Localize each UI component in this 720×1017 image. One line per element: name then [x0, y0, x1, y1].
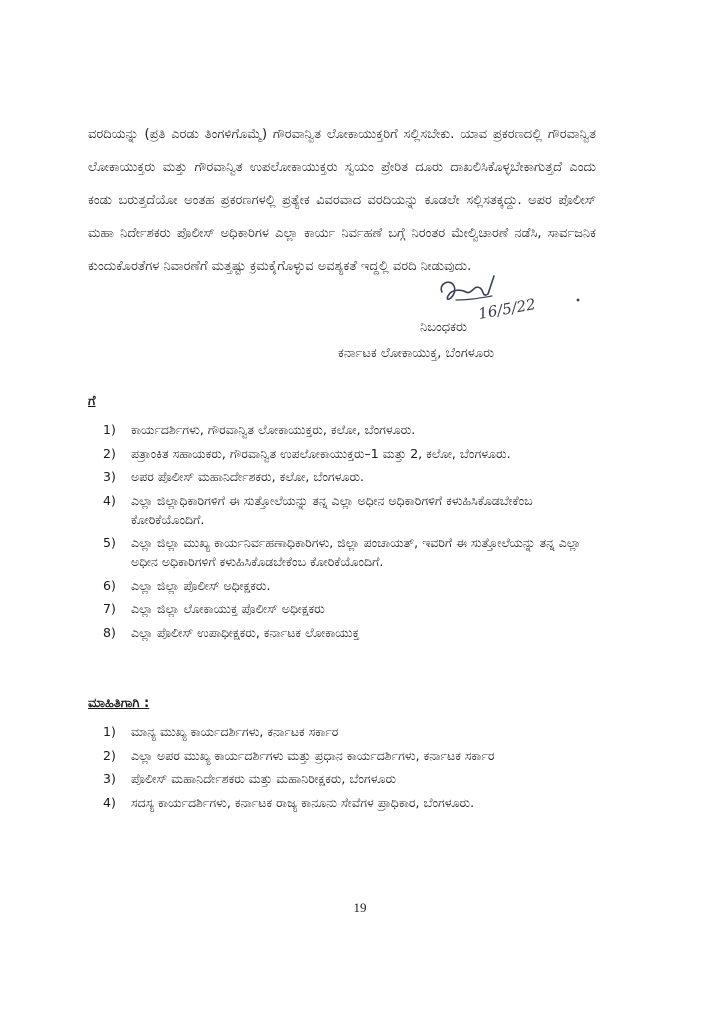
list-item-text: ಮಾನ್ಯ ಮುಖ್ಯ ಕಾರ್ಯದರ್ಶಿಗಳು, ಕರ್ನಾಟಕ ಸರ್ಕಾರ	[131, 724, 339, 739]
list-item-text: ಪೊಲೀಸ್ ಮಹಾನಿರ್ದೇಶಕರು ಮತ್ತು ಮಹಾನಿರೀಕ್ಷಕರು, ಬೆಂಗಳೂರು	[131, 771, 397, 786]
list-item	[103, 533, 603, 571]
list-item	[103, 491, 603, 529]
list-item-text: ಕಾರ್ಯದರ್ಶಿಗಳು, ಗೌರವಾನ್ವಿತ ಲೋಕಾಯುಕ್ತರು, ಕಲೋ, ಬೆಂಗಳೂರು.	[131, 422, 416, 437]
list-item-number: 8)	[103, 624, 116, 640]
signature-date: 16/5/22	[476, 295, 537, 323]
list-item	[103, 444, 603, 463]
list-item-number: 6)	[103, 577, 116, 593]
list-item-text: ಅಪರ ಪೊಲೀಸ್ ಮಹಾನಿರ್ದೇಶಕರು, ಕಲೋ, ಬೆಂಗಳೂರು.	[131, 469, 365, 484]
info-heading: ಮಾಹಿತಿಗಾಗಿ :	[88, 696, 150, 711]
body-paragraph: ವರದಿಯನ್ನು (ಪ್ರತಿ ಎರಡು ತಿಂಗಳಿಗೊಮ್ಮೆ) ಗೌರವಾನ್ವಿತ ಲೋಕಾಯುಕ್ತರಿಗೆ ಸಲ್ಲಿಸಬೇಕು. ಯಾವ ಪ್ರಕರಣದಲ್ಲಿ ಗೌರವಾನ್ವಿತ ಲೋಕಾಯುಕ್ತರು ಮತ್ತು ಗೌರವಾನ್ವಿತ ಉಪಲೋಕಾಯುಕ್ತರು ಸ್ವಯಂ ಪ್ರೇರಿತ ದೂರು ದಾಖಲಿಸಿಕೊಳ್ಳಬೇಕಾಗುತ್ತದೆ ಎಂದು ಕಂಡು ಬರುತ್ತದೆಯೋ ಅಂತಹ ಪ್ರಕರಣಗಳಲ್ಲಿ ಪ್ರತ್ಯೇಕ ವಿವರವಾದ ವರದಿಯನ್ನು ಕೂಡಲೇ ಸಲ್ಲಿಸತಕ್ಕದ್ದು. ಅಪರ ಪೊಲೀಸ್ ಮಹಾ ನಿರ್ದೇಶಕರು ಪೊಲೀಸ್ ಅಧಿಕಾರಿಗಳ ಎಲ್ಲಾ ಕಾರ್ಯ ನಿರ್ವಹಣೆ ಬಗ್ಗೆ ನಿರಂತರ ಮೇಲ್ವಿಚಾರಣೆ ನಡೆಸಿ, ಸಾರ್ವಜನಿಕ ಕುಂದುಕೊರತೆಗಳ ನಿವಾರಣೆಗೆ ಮತ್ತಷ್ಟು ಕ್ರಮಕೈಗೊಳ್ಳುವ ಅವಶ್ಯಕತೆ ಇದ್ದಲ್ಲಿ ವರದಿ ನೀಡುವುದು.	[88, 127, 596, 274]
list-item-text: ಎಲ್ಲಾ ಅಪರ ಮುಖ್ಯ ಕಾರ್ಯದರ್ಶಿಗಳು ಮತ್ತು ಪ್ರಧಾನ ಕಾರ್ಯದರ್ಶಿಗಳು, ಕರ್ನಾಟಕ ಸರ್ಕಾರ	[131, 747, 495, 763]
list-item-number: 3)	[103, 771, 116, 786]
list-item-number: 1)	[103, 422, 116, 437]
list-item	[103, 769, 603, 788]
list-item-number: 2)	[103, 747, 116, 763]
to-recipient-list	[103, 420, 603, 646]
signatory-organization: ಕರ್ನಾಟಕ ಲೋಕಾಯುಕ್ತ, ಬೆಂಗಳೂರು	[338, 346, 495, 361]
list-item	[103, 599, 603, 618]
list-item	[103, 576, 603, 595]
list-item-text: ಎಲ್ಲಾ ಪೊಲೀಸ್ ಉಪಾಧೀಕ್ಷಕರು, ಕರ್ನಾಟಕ ಲೋಕಾಯುಕ್ತ	[131, 624, 360, 640]
list-item	[103, 467, 603, 486]
list-item	[103, 746, 603, 765]
list-item-number: 3)	[103, 469, 116, 484]
page-number: 19	[353, 900, 367, 915]
list-item-text: ಎಲ್ಲಾ ಜಿಲ್ಲಾ ಪೊಲೀಸ್ ಅಧೀಕ್ಷಕರು.	[131, 577, 271, 593]
list-item-text: ಎಲ್ಲಾ ಜಿಲ್ಲಾ ಮುಖ್ಯ ಕಾರ್ಯನಿರ್ವಹಣಾಧಿಕಾರಿಗಳು, ಜಿಲ್ಲಾ ಪಂಚಾಯತ್, ಇವರಿಗೆ ಈ ಸುತ್ತೋಲೆಯನ್ನು ತನ್ನ ಎಲ್ಲಾ ಅಧೀನ ಅಧಿಕಾರಿಗಳಿಗೆ ಕಳುಹಿಸಿಕೊಡಬೇಕೆಂಬ ಕೋರಿಕೆಯೊಂದಿಗೆ.	[131, 535, 581, 569]
list-item-number: 2)	[103, 445, 116, 461]
list-item-text: ಎಲ್ಲಾ ಜಿಲ್ಲಾ ಲೋಕಾಯುಕ್ತ ಪೊಲೀಸ್ ಅಧೀಕ್ಷಕರು	[131, 601, 325, 616]
list-item	[103, 623, 603, 642]
list-item-number: 7)	[103, 601, 116, 616]
to-heading: ಗೆ	[88, 394, 96, 409]
list-item-text: ಸದಸ್ಯ ಕಾರ್ಯದರ್ಶಿಗಳು, ಕರ್ನಾಟಕ ರಾಜ್ಯ ಕಾನೂನು ಸೇವೆಗಳ ಪ್ರಾಧಿಕಾರ, ಬೆಂಗಳೂರು.	[131, 794, 475, 810]
list-item	[103, 793, 603, 812]
list-item-number: 5)	[103, 535, 116, 550]
list-item	[103, 420, 603, 439]
list-item-number: 4)	[103, 794, 116, 810]
list-item-text: ಎಲ್ಲಾ ಜಿಲ್ಲಾಧಿಕಾರಿಗಳಿಗೆ ಈ ಸುತ್ತೋಲೆಯನ್ನು ತನ್ನ ಎಲ್ಲಾ ಅಧೀನ ಅಧಿಕಾರಿಗಳಿಗೆ ಕಳುಹಿಸಿಕೊಡಬೇಕೆಂಬ ಕೋರಿಕೆಯೊಂದಿಗೆ.	[131, 492, 533, 527]
list-item-number: 4)	[103, 492, 116, 508]
list-item	[103, 722, 603, 741]
info-recipient-list	[103, 722, 603, 816]
signatory-title: ನಿಬಂಧಕರು	[420, 320, 468, 335]
list-item-text: ಪತ್ರಾಂಕಿತ ಸಹಾಯಕರು, ಗೌರವಾನ್ವಿತ ಉಪಲೋಕಾಯುಕ್ತರು–1 ಮತ್ತು 2, ಕಲೋ, ಬೆಂಗಳೂರು.	[131, 445, 511, 461]
list-item-number: 1)	[103, 724, 116, 739]
